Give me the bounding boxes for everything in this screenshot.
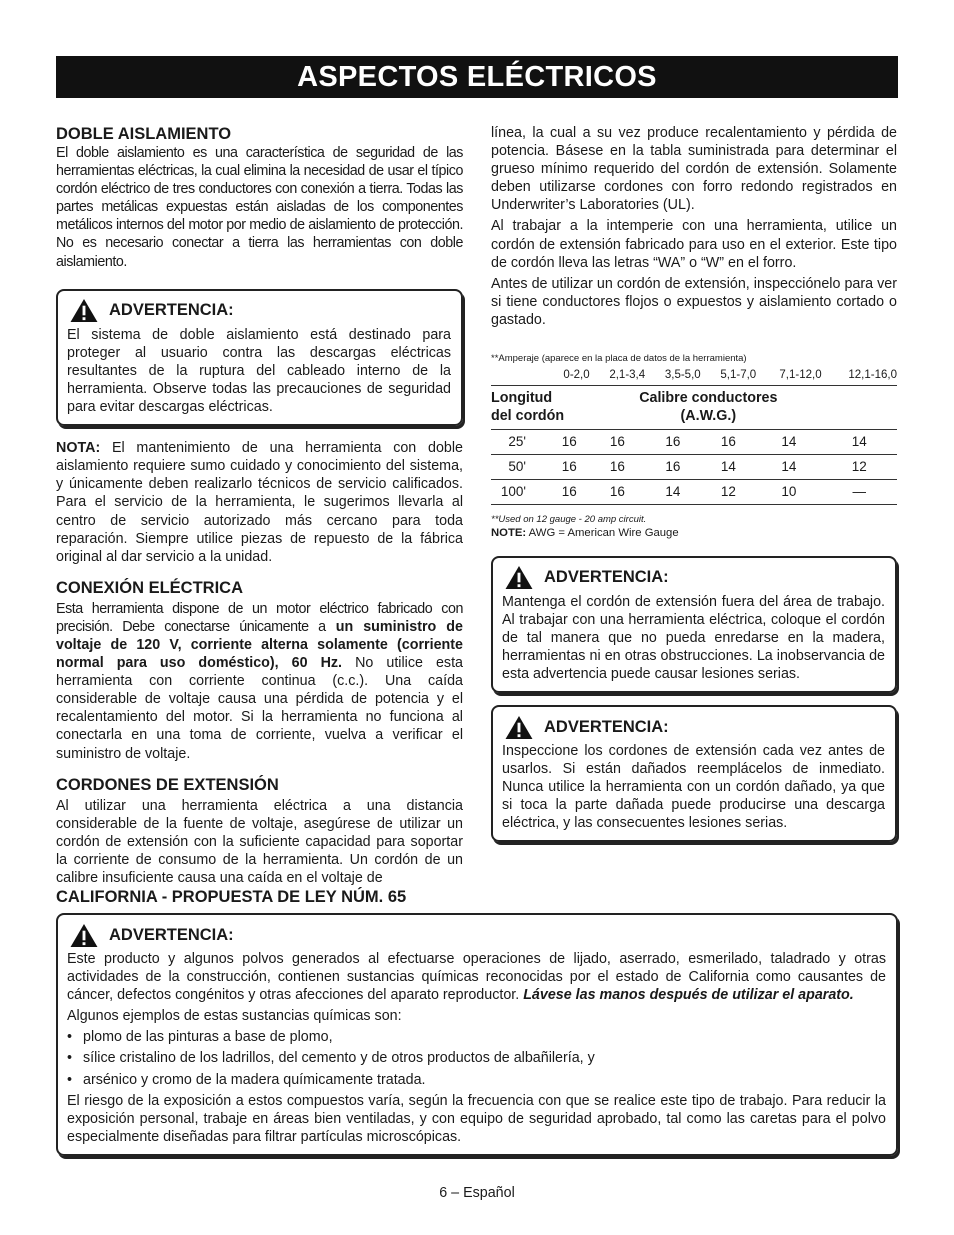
nota-text: El mantenimiento de una herramienta con doble aislamiento requiere sumo cuidado y conocimiento del sistema, y únicamente deben realizarlo técnicos de servicio calificados. Para el servicio de la herramienta, le sugerimos llevarla al centro de servicio autorizado más cercano para toda reparación. Siempre utilice piezas de repuesto de la fábrica original al dar servicio a la unidad. [56, 440, 463, 565]
amperage-table-block [491, 352, 897, 541]
warning-box-double-insulation [56, 289, 463, 426]
table-cell: 14 [665, 484, 681, 500]
page-title: ASPECTOS ELÉCTRICOS [56, 56, 898, 98]
gauge-header-line2: (A.W.G.) [680, 407, 737, 424]
length-header-line2: del cordón [491, 407, 565, 424]
doble-aislamiento-heading: DOBLE AISLAMIENTO [56, 125, 232, 143]
warning-title: ADVERTENCIA: [109, 925, 234, 944]
table-cell: 14 [781, 459, 797, 475]
left-column [56, 124, 463, 887]
amperage-note: **Amperaje (aparece en la placa de datos de la herramienta) [491, 353, 747, 365]
table-cell: 16 [561, 459, 577, 475]
table-header-row [491, 385, 897, 429]
conexion-text-post: No utilice esta herramienta con corriente continua (c.c.). Una caída considerable de voltaje causa una pérdida de potencia y el recalentamiento del motor. Si la herramienta no funciona al conectarla en una toma de corriente, vuelva a verificar el suministro de voltaje. [56, 655, 463, 762]
gauge-header-line1: Calibre conductores [639, 389, 778, 406]
conexion-text-pre: Esta herramienta dispone de un motor eléctrico fabricado con precisión. Debe conectarse únicamente a [56, 600, 463, 635]
california-p1-emphasis: Lávese las manos después de utilizar el aparato. [523, 987, 854, 1004]
table-row [491, 454, 897, 479]
table-cell: 16 [609, 484, 625, 500]
list-item: • arsénico y cromo de la madera químicamente tratada. [67, 1071, 886, 1089]
awg-note-text: AWG = American Wire Gauge [528, 526, 679, 539]
table-cell: 16 [561, 434, 577, 450]
page-footer: 6 – Español [439, 1185, 515, 1201]
warning-title: ADVERTENCIA: [544, 568, 669, 587]
warning-title: ADVERTENCIA: [544, 717, 669, 736]
table-cell: 14 [720, 459, 736, 475]
doble-aislamiento-text: El doble aislamiento es una característica de seguridad de las herramientas eléctricas, la cual elimina la necesidad de usar el típico cordón eléctrico de tres conductores con conexión a tierra. Todas las partes metálicas expuestas están aisladas de los componentes metálicos internos del motor por medio de aislamiento de protección. No es necesario conectar a tierra las herramientas con doble aislamiento. [56, 145, 463, 270]
table-cell: 14 [851, 434, 867, 450]
warning-text: Inspeccione los cordones de extensión cada vez antes de usarlos. Si están dañados reemplácelos de inmediato. Nunca utilice la herramienta con un cordón dañado, ya que si toca la parte dañada puede producirse una descarga eléctrica, y las consecuentes lesiones serias. [502, 743, 885, 832]
california-p2: Algunos ejemplos de estas sustancias químicas son: [67, 1008, 402, 1025]
conexion-text-bold: un suministro de voltaje de 120 V, corriente alterna solamente (corriente normal para uso doméstico), 60 Hz. [56, 618, 463, 672]
warning-text: Mantenga el cordón de extensión fuera del área de trabajo. Al trabajar con una herramienta eléctrica, coloque el cordón de tal manera que no pueda enredarse en la madera, herramientas ni en otras obstrucciones. La inobservancia de esta advertencia puede causar lesiones serias. [502, 593, 885, 682]
table-cell: 12 [720, 484, 736, 500]
table-cell: 16 [609, 459, 625, 475]
table-cell: 16 [720, 434, 736, 450]
right-column [491, 124, 897, 842]
cordones-heading: CORDONES DE EXTENSIÓN [56, 775, 279, 794]
amp-range-cell: 5,1-7,0 [720, 368, 757, 381]
nota-paragraph [56, 439, 463, 566]
warning-box-california [56, 913, 898, 1156]
warning-triangle-icon [504, 565, 534, 590]
amp-range-cell: 0-2,0 [563, 368, 590, 381]
warning-title: ADVERTENCIA: [109, 301, 234, 320]
conexion-heading: CONEXIÓN ELÉCTRICA [56, 578, 244, 597]
table-cell: 16 [665, 459, 681, 475]
table-cell: — [852, 484, 867, 500]
table-cell: 16 [609, 434, 625, 450]
warning-triangle-icon [69, 298, 99, 323]
amp-range-row [491, 365, 897, 385]
table-cell: 16 [665, 434, 681, 450]
table-length-cell: 50' [508, 459, 526, 475]
table-cell: 14 [781, 434, 797, 450]
table-length-cell: 25' [508, 434, 526, 450]
cordones-continued-text: línea, la cual a su vez produce recalentamiento y pérdida de potencia. Básese en la tabla suministrada para determinar el grueso mínimo requerido del cordón de extensión. Solamente deben utilizarse cordones con forro redondo registrados en Underwriter’s Laboratories (UL). [491, 125, 897, 214]
california-p1 [67, 950, 886, 1004]
exterior-cord-text: Al trabajar a la intemperie con una herramienta, utilice un cordón de extensión fabricado para uso en el exterior. Este tipo de cordón lleva las letras “WA” o “W” en el forro. [491, 218, 897, 271]
warning-box-cord-placement [491, 556, 897, 693]
list-item: • plomo de las pinturas a base de plomo, [67, 1028, 886, 1046]
inspection-text: Antes de utilizar un cordón de extensión, inspecciónelo para ver si tiene conductores flojos o expuestos y aislamiento cortado o gastado. [491, 275, 897, 328]
amp-range-cell: 12,1-16,0 [848, 368, 897, 381]
chemical-list [67, 1028, 886, 1088]
extension-cord-table [491, 365, 897, 505]
table-cell: 12 [851, 459, 867, 475]
table-cell: 16 [561, 484, 577, 500]
table-footnote: **Used on 12 gauge - 20 amp circuit. [491, 513, 647, 525]
warning-triangle-icon [504, 715, 534, 740]
warning-text: El sistema de doble aislamiento está destinado para proteger al usuario contra las descargas eléctricas resultantes de la ruptura del cableado interno de la herramienta. Observe todas las precauciones de seguridad para evitar descargas eléctricas. [67, 326, 451, 416]
amp-range-cell: 7,1-12,0 [779, 368, 822, 381]
table-cell: 10 [781, 484, 797, 500]
table-row [491, 479, 897, 504]
california-p1-text: Este producto y algunos polvos generados al efectuarse operaciones de lijado, aserrado, esmerilado, taladrado y otras actividades de la construcción, contienen sustancias químicas reconocidas por el estado de California como causantes de cáncer, defectos congénitos y otras afecciones del aparato reproductor. [67, 951, 886, 1004]
awg-note-label: NOTE: [491, 526, 527, 539]
list-item: • sílice cristalino de los ladrillos, del cemento y de otros productos de albañilería, y [67, 1049, 886, 1067]
length-header-line1: Longitud [491, 389, 553, 406]
warning-box-cord-inspection [491, 705, 897, 842]
cordones-text: Al utilizar una herramienta eléctrica a una distancia considerable de la fuente de voltaje, asegúrese de utilizar un cordón de extensión con la suficiente capacidad para soportar la corriente de consumo de la herramienta. Un cordón de un calibre insuficiente causa una caída en el voltaje de [56, 797, 463, 886]
warning-triangle-icon [69, 923, 99, 948]
table-length-cell: 100' [500, 484, 526, 500]
nota-label: NOTA: [56, 440, 101, 457]
california-heading: CALIFORNIA - PROPUESTA DE LEY NÚM. 65 [56, 888, 407, 906]
conexion-text [56, 600, 463, 763]
awg-note [491, 526, 897, 541]
amp-range-cell: 2,1-3,4 [609, 368, 646, 381]
table-row [491, 429, 897, 454]
california-p3: El riesgo de la exposición a estos compuestos varía, según la frecuencia con que se realice este tipo de trabajo. Para reducir la exposición personal, trabaje en áreas bien ventiladas, y con equipo de seguridad aprobado, tal como las caretas para el polvo especialmente diseñadas para filtrar partículas microscópicas. [67, 1092, 886, 1145]
amp-range-cell: 3,5-5,0 [664, 368, 701, 381]
